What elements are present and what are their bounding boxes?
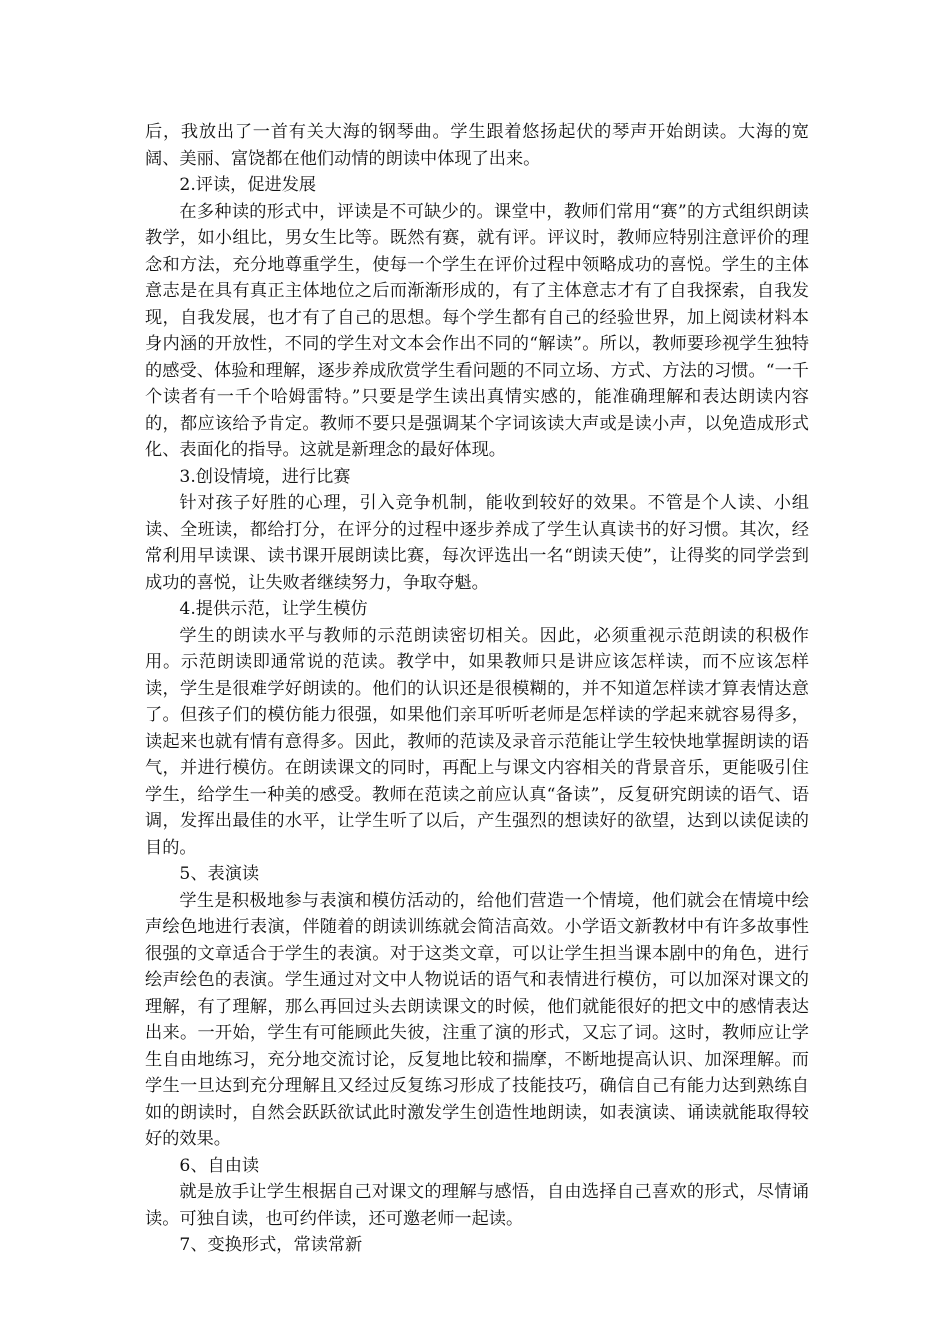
section-heading-varied-forms: 7、变换形式，常读常新 (179, 1235, 363, 1255)
paragraph-continued: 后，我放出了一首有关大海的钢琴曲。学生跟着悠扬起伏的琴声开始朗读。大海的宽阔、美丽、富饶都在他们动情的朗读中体现了出来。 (145, 122, 809, 169)
section-heading-evaluative-reading: 2.评读，促进发展 (179, 175, 317, 195)
paragraph-free-reading: 就是放手让学生根据自己对课文的理解与感悟，自由选择自己喜欢的形式，尽情诵读。可独自读，也可约伴读，还可邀老师一起读。 (145, 1182, 809, 1229)
paragraph-evaluative-reading: 在多种读的形式中，评读是不可缺少的。课堂中，教师们常用“赛”的方式组织朗读教学，如小组比，男女生比等。既然有赛，就有评。评议时，教师应特别注意评价的理念和方法，充分地尊重学生，使每一个学生在评价过程中领略成功的喜悦。学生的主体意志是在具有真正主体地位之后而渐渐形成的，有了主体意志才有了自我探索，自我发现，自我发展，也才有了自己的思想。每个学生都有自己的经验世界，加上阅读材料本身内涵的开放性，不同的学生对文本会作出不同的“解读”。所以，教师要珍视学生独特的感受、体验和理解，逐步养成欣赏学生看问题的不同立场、方式、方法的习惯。“一千个读者有一千个哈姆雷特。”只要是学生读出真情实感的，能准确理解和表达朗读内容的，都应该给予肯定。教师不要只是强调某个字词该读大声或是读小声，以免造成形式化、表面化的指导。这就是新理念的最好体现。 (145, 201, 809, 460)
paragraph-performance-reading: 学生是积极地参与表演和模仿活动的，给他们营造一个情境，他们就会在情境中绘声绘色地进行表演，伴随着的朗读训练就会简洁高效。小学语文新教材中有许多故事性很强的文章适合于学生的表演。对于这类文章，可以让学生担当课本剧中的角色，进行绘声绘色的表演。学生通过对文中人物说话的语气和表情进行模仿，可以加深对课文的理解，有了理解，那么再回过头去朗读课文的时候，他们就能很好的把文中的感情表达出来。一开始，学生有可能顾此失彼，注重了演的形式，又忘了词。这时，教师应让学生自由地练习，充分地交流讨论，反复地比较和揣摩，不断地提高认识、加深理解。而学生一旦达到充分理解且又经过反复练习形成了技能技巧，确信自己有能力达到熟练自如的朗读时，自然会跃跃欲试此时激发学生创造性地朗读，如表演读、诵读就能取得较好的效果。 (145, 890, 809, 1149)
section-heading-demonstration: 4.提供示范，让学生模仿 (179, 599, 368, 619)
paragraph-competition: 针对孩子好胜的心理，引入竞争机制，能收到较好的效果。不管是个人读、小组读、全班读，都给打分，在评分的过程中逐步养成了学生认真读书的好习惯。其次，经常利用早读课、读书课开展朗读比赛，每次评选出一名“朗读天使”，让得奖的同学尝到成功的喜悦，让失败者继续努力，争取夺魁。 (145, 493, 809, 593)
document-page (145, 119, 809, 1259)
section-heading-free-reading: 6、自由读 (179, 1155, 260, 1176)
paragraph-demonstration: 学生的朗读水平与教师的示范朗读密切相关。因此，必须重视示范朗读的积极作用。示范朗读即通常说的范读。教学中，如果教师只是讲应该怎样读，而不应该怎样读，学生是很难学好朗读的。他们的认识还是很模糊的，并不知道怎样读才算表情达意了。但孩子们的模仿能力很强，如果他们亲耳听听老师是怎样读的学起来就容易得多，读起来也就有情有意得多。因此，教师的范读及录音示范能让学生较快地掌握朗读的语气，并进行模仿。在朗读课文的同时，再配上与课文内容相关的背景音乐，更能吸引住学生，给学生一种美的感受。教师在范读之前应认真“备读”，反复研究朗读的语气、语调，发挥出最佳的水平，让学生听了以后，产生强烈的想读好的欲望，达到以读促读的目的。 (145, 625, 809, 858)
section-heading-performance-reading: 5、表演读 (179, 864, 260, 884)
section-heading-competition: 3.创设情境，进行比赛 (179, 466, 351, 487)
